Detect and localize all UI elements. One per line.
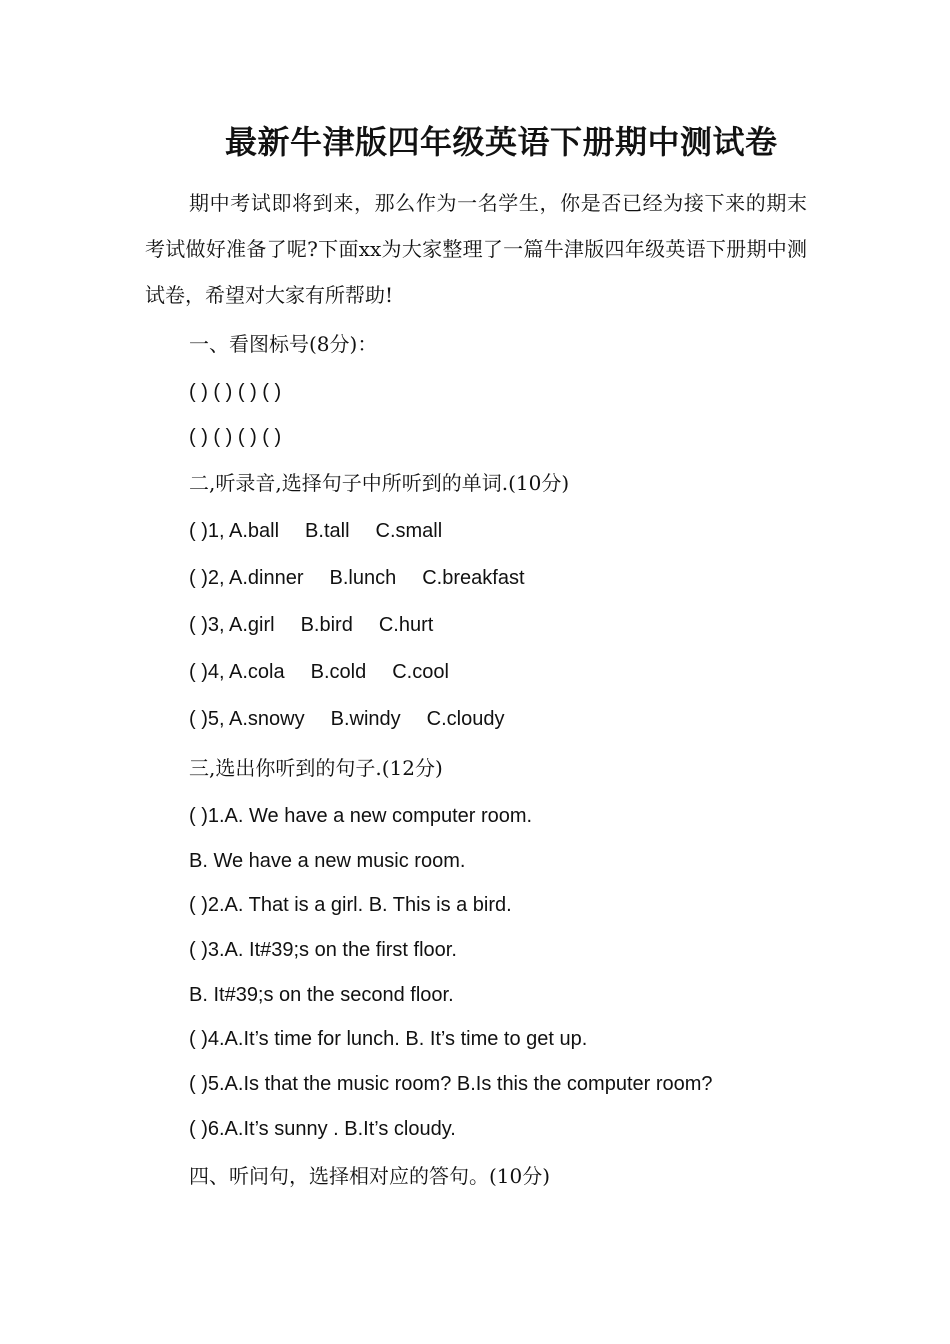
- option-b: B.lunch: [329, 567, 397, 589]
- section3-line-2: B. We have a new music room.: [189, 850, 466, 872]
- option-b: B.bird: [300, 614, 353, 636]
- option-a: ( )2, A.dinner: [189, 567, 304, 589]
- section1-row-1: ( ) ( ) ( ) ( ): [189, 381, 282, 403]
- section2-item-1: [189, 516, 442, 546]
- option-a: ( )3, A.girl: [189, 614, 275, 636]
- document-title: 最新牛津版四年级英语下册期中测试卷: [225, 123, 778, 161]
- option-b: B.tall: [305, 520, 350, 542]
- option-c: C.hurt: [378, 614, 434, 636]
- section2-item-2: [189, 563, 525, 593]
- option-c: C.cool: [392, 661, 449, 683]
- option-b: B.cold: [310, 661, 367, 683]
- section3-line-6: ( )4.A.It’s time for lunch. B. It’s time to get up.: [189, 1028, 588, 1050]
- section3-heading: 三,选出你听到的句子.(12分): [189, 756, 443, 780]
- section1-heading: 一、看图标号(8分)：: [189, 332, 378, 356]
- option-c: C.small: [375, 520, 443, 542]
- option-a: ( )1, A.ball: [189, 520, 280, 542]
- option-a: ( )4, A.cola: [189, 661, 285, 683]
- section2-item-3: [189, 610, 433, 640]
- section3-line-1: ( )1.A. We have a new computer room.: [189, 805, 533, 827]
- intro-paragraph: 期中考试即将到来，那么作为一名学生，你是否已经为接下来的期末考试做好准备了呢?下面xx为大家整理了一篇牛津版四年级英语下册期中测试卷，希望对大家有所帮助!: [145, 191, 807, 307]
- option-c: C.breakfast: [422, 567, 525, 589]
- section2-heading: 二,听录音,选择句子中所听到的单词.(10分): [189, 471, 570, 495]
- section2-item-4: [189, 657, 449, 687]
- option-b: B.windy: [330, 708, 401, 730]
- section3-line-7: ( )5.A.Is that the music room? B.Is this the computer room?: [189, 1073, 713, 1095]
- section3-line-8: ( )6.A.It’s sunny . B.It’s cloudy.: [189, 1118, 456, 1140]
- option-c: C.cloudy: [426, 708, 505, 730]
- section3-line-5: B. It#39;s on the second floor.: [189, 984, 454, 1006]
- section2-item-5: [189, 704, 504, 734]
- section3-line-3: ( )2.A. That is a girl. B. This is a bird.: [189, 894, 512, 916]
- section1-row-2: ( ) ( ) ( ) ( ): [189, 426, 282, 448]
- option-a: ( )5, A.snowy: [189, 708, 305, 730]
- section3-line-4: ( )3.A. It#39;s on the first floor.: [189, 939, 457, 961]
- section4-heading: 四、听问句，选择相对应的答句。(10分): [189, 1164, 551, 1188]
